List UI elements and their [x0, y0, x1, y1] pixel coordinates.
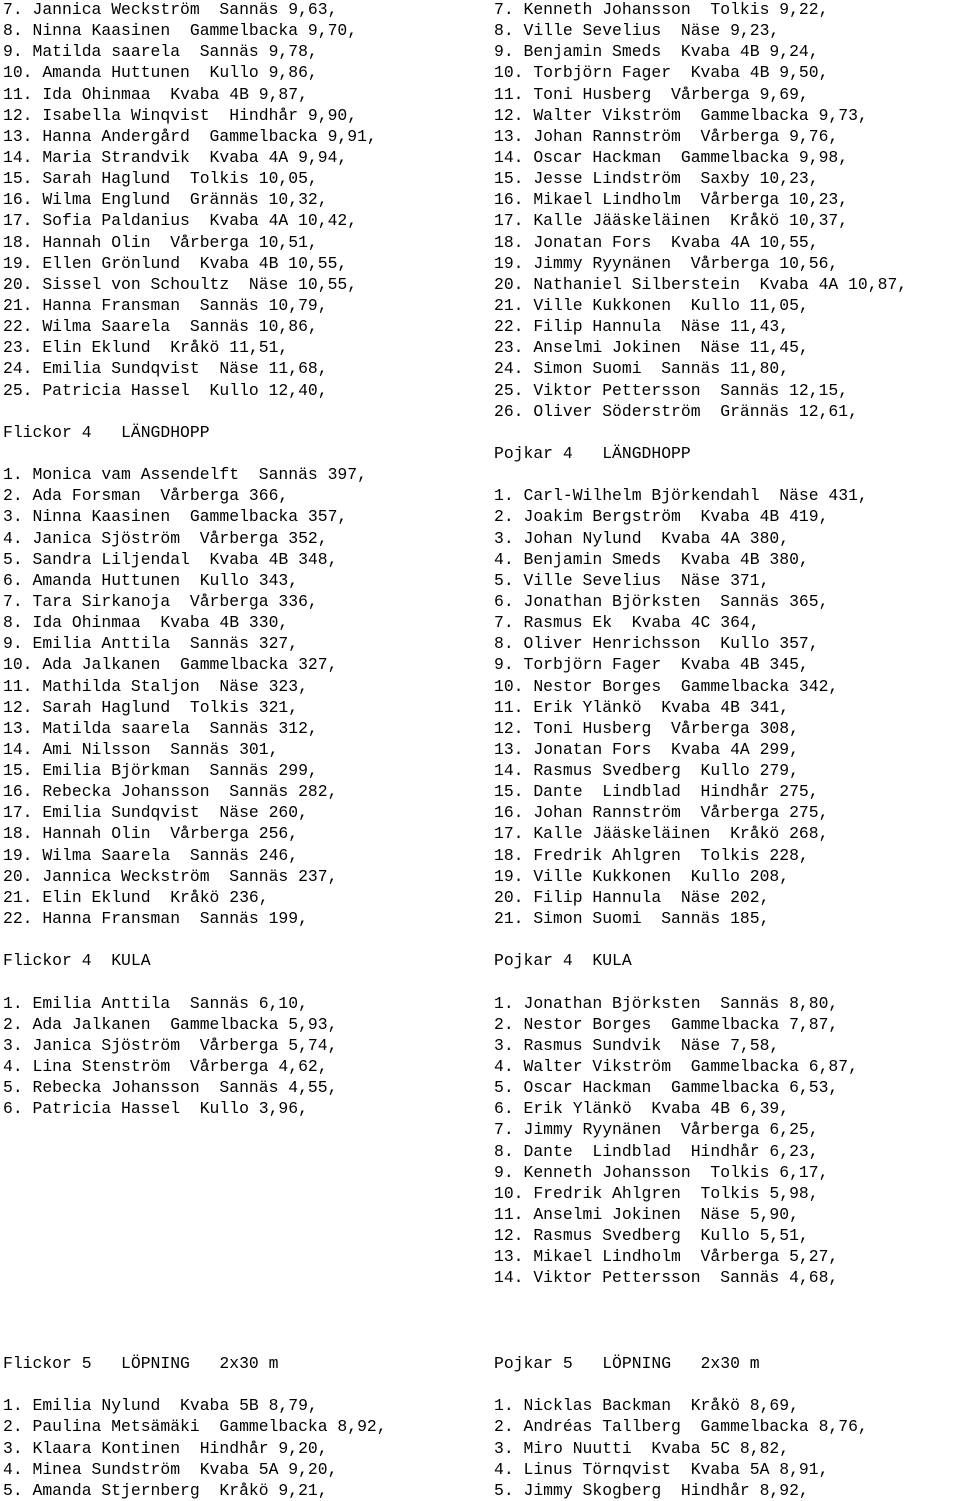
result-row: 6. Amanda Huttunen Kullo 343,	[3, 570, 299, 590]
result-row: 5. Rebecka Johansson Sannäs 4,55,	[3, 1078, 338, 1098]
result-row: 5. Oscar Hackman Gammelbacka 6,53,	[494, 1078, 839, 1098]
result-row: 25. Viktor Pettersson Sannäs 12,15,	[494, 380, 849, 400]
result-row: 4. Minea Sundström Kvaba 5A 9,20,	[3, 1459, 338, 1479]
upper-right-column	[494, 0, 956, 1289]
result-row: 2. Ada Forsman Vårberga 366,	[3, 486, 289, 506]
result-row: 4. Linus Törnqvist Kvaba 5A 8,91,	[494, 1459, 829, 1479]
result-row: 14. Maria Strandvik Kvaba 4A 9,94,	[3, 147, 348, 167]
result-row: 5. Ville Sevelius Näse 371,	[494, 570, 770, 590]
result-row: 23. Elin Eklund Kråkö 11,51,	[3, 338, 289, 358]
result-row: 24. Simon Suomi Sannäs 11,80,	[494, 359, 790, 379]
spacer	[3, 929, 473, 950]
spacer	[3, 1374, 473, 1395]
result-row: 25. Patricia Hassel Kullo 12,40,	[3, 380, 328, 400]
result-row: 16. Wilma Englund Grännäs 10,32,	[3, 190, 328, 210]
result-row: 23. Anselmi Jokinen Näse 11,45,	[494, 338, 809, 358]
result-row: 19. Jimmy Ryynänen Vårberga 10,56,	[494, 253, 839, 273]
result-row: 9. Emilia Anttila Sannäs 327,	[3, 634, 299, 654]
result-row: 5. Jimmy Skogberg Hindhår 8,92,	[494, 1480, 809, 1500]
spacer	[494, 464, 956, 485]
result-row: 18. Fredrik Ahlgren Tolkis 228,	[494, 845, 809, 865]
result-row: 22. Hanna Fransman Sannäs 199,	[3, 909, 308, 929]
result-row: 10. Ada Jalkanen Gammelbacka 327,	[3, 655, 338, 675]
result-row: 10. Torbjörn Fager Kvaba 4B 9,50,	[494, 63, 829, 83]
result-row: 6. Erik Ylänkö Kvaba 4B 6,39,	[494, 1099, 790, 1119]
result-row: 4. Janica Sjöström Vårberga 352,	[3, 528, 328, 548]
result-row: 7. Jannica Weckström Sannäs 9,63,	[3, 0, 338, 19]
result-row: 18. Hannah Olin Vårberga 256,	[3, 824, 299, 844]
result-row: 19. Ellen Grönlund Kvaba 4B 10,55,	[3, 253, 348, 273]
spacer	[3, 401, 473, 422]
result-row: 17. Sofia Paldanius Kvaba 4A 10,42,	[3, 211, 358, 231]
result-row: 2. Joakim Bergström Kvaba 4B 419,	[494, 507, 829, 527]
result-row: 9. Matilda saarela Sannäs 9,78,	[3, 42, 318, 62]
result-row: 7. Jimmy Ryynänen Vårberga 6,25,	[494, 1120, 819, 1140]
result-row: 21. Elin Eklund Kråkö 236,	[3, 887, 269, 907]
result-row: 13. Johan Rannström Vårberga 9,76,	[494, 126, 839, 146]
result-row: 1. Nicklas Backman Kråkö 8,69,	[494, 1396, 799, 1416]
result-row: 20. Jannica Weckström Sannäs 237,	[3, 866, 338, 886]
result-row: 9. Benjamin Smeds Kvaba 4B 9,24,	[494, 42, 819, 62]
result-row: 5. Amanda Stjernberg Kråkö 9,21,	[3, 1480, 328, 1500]
result-row: 12. Isabella Winqvist Hindhår 9,90,	[3, 105, 358, 125]
result-row: 8. Ninna Kaasinen Gammelbacka 9,70,	[3, 21, 358, 41]
result-row: 10. Nestor Borges Gammelbacka 342,	[494, 676, 839, 696]
result-row: 16. Rebecka Johansson Sannäs 282,	[3, 782, 338, 802]
result-row: 13. Mikael Lindholm Vårberga 5,27,	[494, 1247, 839, 1267]
section-heading: Flickor 5 LÖPNING 2x30 m	[3, 1354, 279, 1373]
result-row: 17. Kalle Jääskeläinen Kråkö 10,37,	[494, 211, 849, 231]
result-row: 1. Emilia Nylund Kvaba 5B 8,79,	[3, 1396, 318, 1416]
result-row: 9. Torbjörn Fager Kvaba 4B 345,	[494, 655, 809, 675]
result-row: 15. Jesse Lindström Saxby 10,23,	[494, 169, 819, 189]
result-row: 26. Oliver Söderström Grännäs 12,61,	[494, 401, 858, 421]
result-row: 20. Sissel von Schoultz Näse 10,55,	[3, 274, 358, 294]
result-row: 14. Ami Nilsson Sannäs 301,	[3, 739, 279, 759]
result-row: 24. Emilia Sundqvist Näse 11,68,	[3, 359, 328, 379]
result-row: 21. Hanna Fransman Sannäs 10,79,	[3, 295, 328, 315]
upper-left-column	[3, 0, 473, 1119]
result-row: 15. Dante Lindblad Hindhår 275,	[494, 782, 819, 802]
lower-right-column	[494, 1353, 956, 1501]
result-row: 2. Paulina Metsämäki Gammelbacka 8,92,	[3, 1417, 387, 1437]
result-row: 12. Toni Husberg Vårberga 308,	[494, 718, 799, 738]
result-row: 6. Patricia Hassel Kullo 3,96,	[3, 1099, 308, 1119]
result-row: 3. Janica Sjöström Vårberga 5,74,	[3, 1035, 338, 1055]
section-heading: Pojkar 5 LÖPNING 2x30 m	[494, 1354, 760, 1373]
result-row: 13. Jonatan Fors Kvaba 4A 299,	[494, 739, 799, 759]
spacer	[494, 929, 956, 950]
result-row: 17. Emilia Sundqvist Näse 260,	[3, 803, 308, 823]
result-row: 5. Sandra Liljendal Kvaba 4B 348,	[3, 549, 338, 569]
result-row: 12. Walter Vikström Gammelbacka 9,73,	[494, 105, 868, 125]
result-row: 11. Anselmi Jokinen Näse 5,90,	[494, 1205, 799, 1225]
result-row: 14. Rasmus Svedberg Kullo 279,	[494, 761, 799, 781]
result-row: 9. Kenneth Johansson Tolkis 6,17,	[494, 1162, 829, 1182]
result-row: 3. Ninna Kaasinen Gammelbacka 357,	[3, 507, 348, 527]
result-row: 2. Andréas Tallberg Gammelbacka 8,76,	[494, 1417, 868, 1437]
result-row: 16. Mikael Lindholm Vårberga 10,23,	[494, 190, 849, 210]
result-row: 7. Rasmus Ek Kvaba 4C 364,	[494, 613, 760, 633]
result-row: 7. Kenneth Johansson Tolkis 9,22,	[494, 0, 829, 19]
result-row: 3. Miro Nuutti Kvaba 5C 8,82,	[494, 1438, 790, 1458]
result-row: 10. Fredrik Ahlgren Tolkis 5,98,	[494, 1183, 819, 1203]
result-row: 18. Hannah Olin Vårberga 10,51,	[3, 232, 318, 252]
result-row: 6. Jonathan Björksten Sannäs 365,	[494, 591, 829, 611]
result-row: 1. Carl-Wilhelm Björkendahl Näse 431,	[494, 486, 868, 506]
result-row: 11. Toni Husberg Vårberga 9,69,	[494, 84, 809, 104]
result-row: 16. Johan Rannström Vårberga 275,	[494, 803, 829, 823]
result-row: 13. Hanna Andergård Gammelbacka 9,91,	[3, 126, 377, 146]
result-row: 21. Ville Kukkonen Kullo 11,05,	[494, 295, 809, 315]
result-row: 4. Lina Stenström Vårberga 4,62,	[3, 1057, 328, 1077]
result-row: 11. Mathilda Staljon Näse 323,	[3, 676, 308, 696]
result-row: 3. Klaara Kontinen Hindhår 9,20,	[3, 1438, 328, 1458]
result-row: 3. Johan Nylund Kvaba 4A 380,	[494, 528, 790, 548]
result-row: 3. Rasmus Sundvik Näse 7,58,	[494, 1035, 780, 1055]
result-row: 2. Ada Jalkanen Gammelbacka 5,93,	[3, 1014, 338, 1034]
result-row: 12. Rasmus Svedberg Kullo 5,51,	[494, 1226, 809, 1246]
result-row: 14. Oscar Hackman Gammelbacka 9,98,	[494, 147, 849, 167]
result-row: 1. Emilia Anttila Sannäs 6,10,	[3, 993, 308, 1013]
result-row: 18. Jonatan Fors Kvaba 4A 10,55,	[494, 232, 819, 252]
result-row: 4. Walter Vikström Gammelbacka 6,87,	[494, 1057, 858, 1077]
result-row: 21. Simon Suomi Sannäs 185,	[494, 909, 770, 929]
result-row: 7. Tara Sirkanoja Vårberga 336,	[3, 591, 318, 611]
result-row: 2. Nestor Borges Gammelbacka 7,87,	[494, 1014, 839, 1034]
result-row: 11. Erik Ylänkö Kvaba 4B 341,	[494, 697, 790, 717]
result-row: 13. Matilda saarela Sannäs 312,	[3, 718, 318, 738]
spacer	[494, 1374, 956, 1395]
section-heading: Pojkar 4 KULA	[494, 951, 632, 971]
result-row: 12. Sarah Haglund Tolkis 321,	[3, 697, 299, 717]
result-row: 22. Filip Hannula Näse 11,43,	[494, 317, 790, 337]
result-row: 10. Amanda Huttunen Kullo 9,86,	[3, 63, 318, 83]
section-heading: Pojkar 4 LÄNGDHOPP	[494, 443, 691, 463]
lower-left-column	[3, 1353, 473, 1501]
spacer	[3, 443, 473, 464]
spacer	[494, 422, 956, 443]
result-row: 20. Filip Hannula Näse 202,	[494, 887, 770, 907]
spacer	[3, 971, 473, 992]
result-row: 22. Wilma Saarela Sannäs 10,86,	[3, 317, 318, 337]
result-row: 1. Monica vam Assendelft Sannäs 397,	[3, 465, 367, 485]
result-row: 1. Jonathan Björksten Sannäs 8,80,	[494, 993, 839, 1013]
result-row: 4. Benjamin Smeds Kvaba 4B 380,	[494, 549, 809, 569]
section-heading: Flickor 4 LÄNGDHOPP	[3, 422, 210, 442]
result-row: 14. Viktor Pettersson Sannäs 4,68,	[494, 1268, 839, 1288]
result-row: 8. Ville Sevelius Näse 9,23,	[494, 21, 780, 41]
section-heading: Flickor 4 KULA	[3, 951, 151, 971]
result-row: 17. Kalle Jääskeläinen Kråkö 268,	[494, 824, 829, 844]
result-row: 8. Oliver Henrichsson Kullo 357,	[494, 634, 819, 654]
result-row: 19. Wilma Saarela Sannäs 246,	[3, 845, 299, 865]
result-row: 15. Emilia Björkman Sannäs 299,	[3, 761, 318, 781]
spacer	[494, 971, 956, 992]
result-row: 19. Ville Kukkonen Kullo 208,	[494, 866, 790, 886]
result-row: 20. Nathaniel Silberstein Kvaba 4A 10,87,	[494, 274, 908, 294]
result-row: 8. Ida Ohinmaa Kvaba 4B 330,	[3, 613, 289, 633]
result-row: 8. Dante Lindblad Hindhår 6,23,	[494, 1141, 819, 1161]
result-row: 15. Sarah Haglund Tolkis 10,05,	[3, 169, 318, 189]
result-row: 11. Ida Ohinmaa Kvaba 4B 9,87,	[3, 84, 308, 104]
